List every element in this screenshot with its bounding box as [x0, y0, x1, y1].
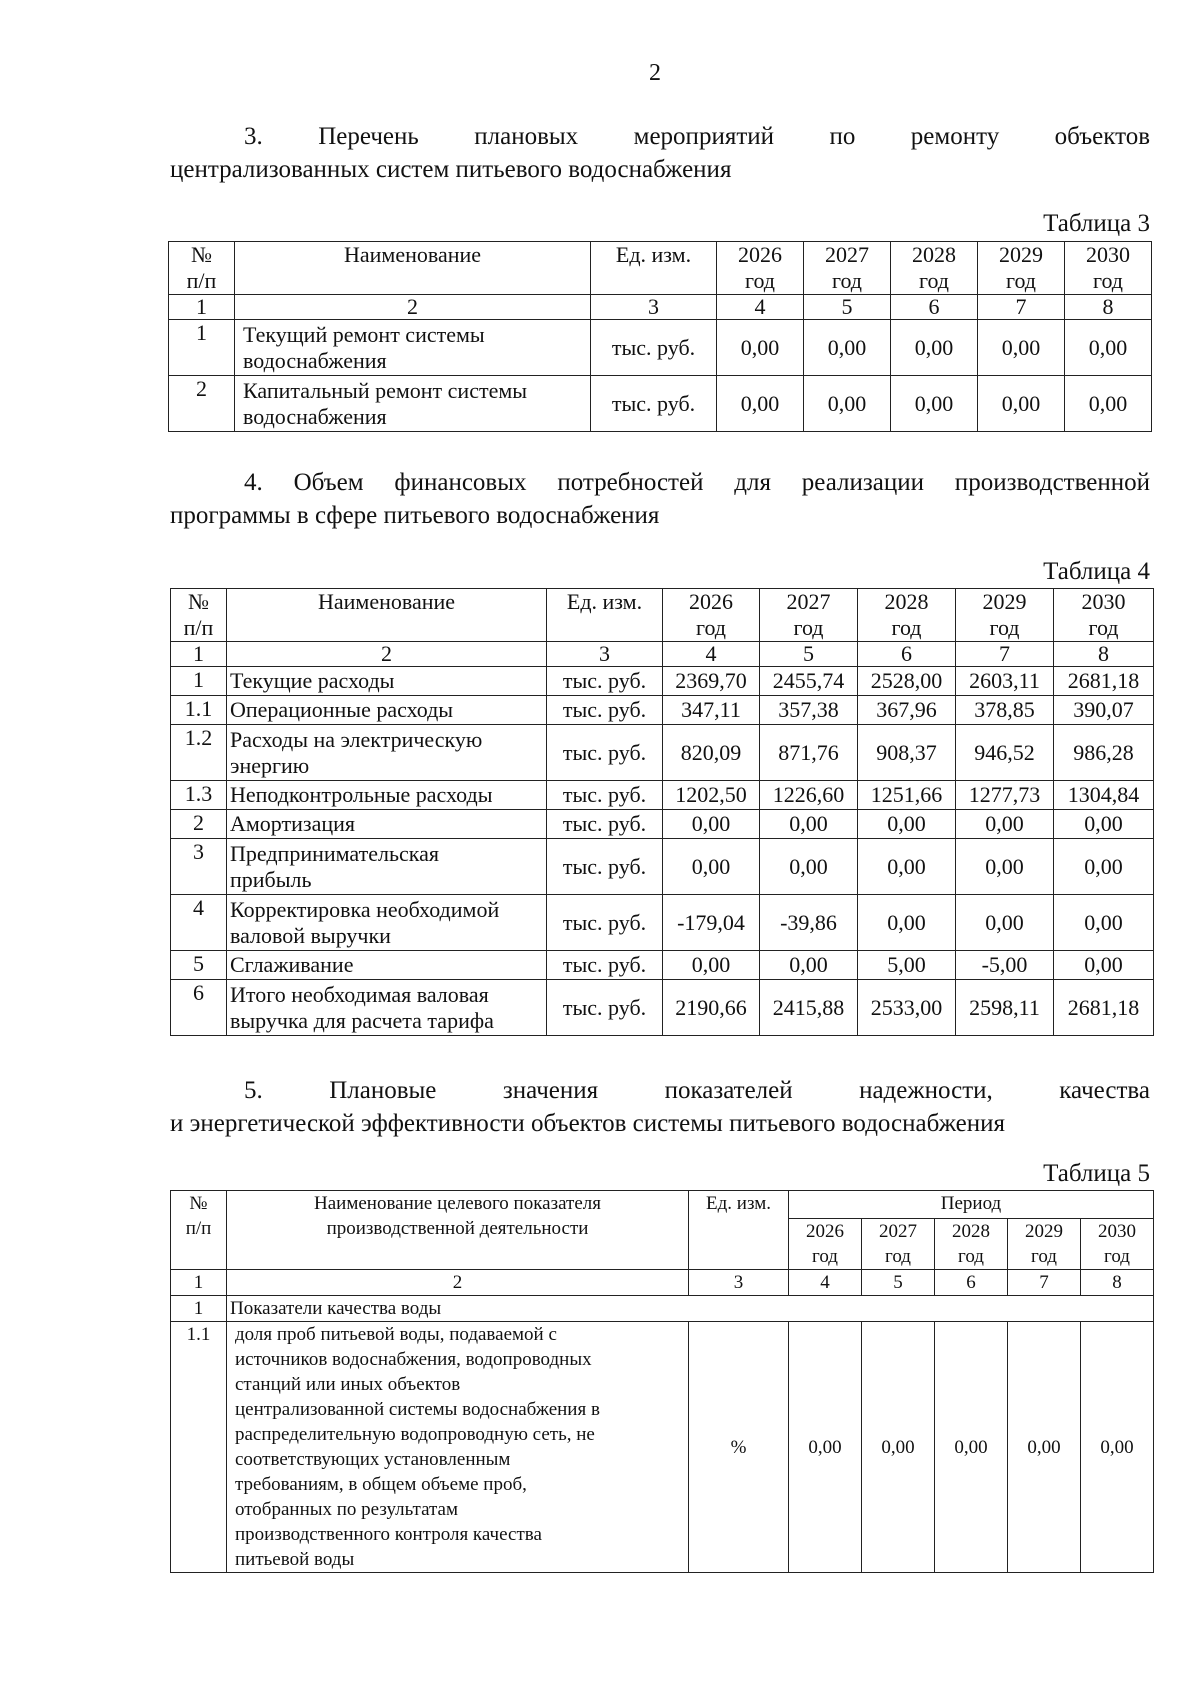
- table-3: [168, 241, 1152, 432]
- page-number: 2: [649, 60, 661, 86]
- col-2028: 2028 год: [891, 242, 978, 295]
- table-5: № п/п Наименование целевого показателя производственной деятельности Ед. изм. Период 2026 год 2027 год 2028 год 2029 год 2030 год 1 2 3 4 5 6 7 8 1 Показатели качества воды 1.1 доля проб питьевой воды, подаваемой с источников водоснабжения, водопроводных станций или иных объектов централизованной системы водоснабжения в распределительную водопроводную сеть, не соответствующих установленным требованиям, в общем объеме проб, отобранных по результатам производственного контроля качества питьевой воды % 0,00 0,00 0,00 0,00 0,00: [170, 1190, 1154, 1573]
- col-name: Наименование: [235, 242, 591, 295]
- period-header: Период: [789, 1191, 1154, 1219]
- section-4-title: 4. Объем финансовых потребностей для реализации производственной программы в сфере питьевого водоснабжения: [170, 469, 1150, 529]
- table-row: 1.1 Операционные расходы тыс. руб. 347,11 357,38 367,96 378,85 390,07: [171, 696, 1154, 725]
- col-2027: 2027 год: [804, 242, 891, 295]
- col-2026: 2026 год: [717, 242, 804, 295]
- table-row: 1.1 доля проб питьевой воды, подаваемой с источников водоснабжения, водопроводных станций или иных объектов централизованной системы водоснабжения в распределительную водопроводную сеть, не соответствующих установленным требованиям, в общем объеме проб, отобранных по результатам производственного контроля качества питьевой воды % 0,00 0,00 0,00 0,00 0,00: [171, 1322, 1154, 1573]
- table-5-header: № п/п Наименование целевого показателя производственной деятельности Ед. изм. Период: [171, 1191, 1154, 1219]
- table-row: 2 Капитальный ремонт системы водоснабжения тыс. руб. 0,00 0,00 0,00 0,00 0,00: [169, 376, 1152, 432]
- table-row: 2 Амортизация тыс. руб. 0,00 0,00 0,00 0,00 0,00: [171, 810, 1154, 839]
- table-row: 1 Текущий ремонт системы водоснабжения тыс. руб. 0,00 0,00 0,00 0,00 0,00: [169, 320, 1152, 376]
- col-2030: 2030 год: [1065, 242, 1152, 295]
- table-group-row: 1 Показатели качества воды: [171, 1296, 1154, 1322]
- table-5-caption: Таблица 5: [1043, 1160, 1150, 1187]
- col-2029: 2029 год: [978, 242, 1065, 295]
- table-row: 1.2 Расходы на электрическую энергию тыс. руб. 820,09 871,76 908,37 946,52 986,28: [171, 725, 1154, 781]
- table-row: 3 Предпринимательская прибыль тыс. руб. 0,00 0,00 0,00 0,00 0,00: [171, 839, 1154, 895]
- table-row: 1.3 Неподконтрольные расходы тыс. руб. 1202,50 1226,60 1251,66 1277,73 1304,84: [171, 781, 1154, 810]
- section-3-title: 3. Перечень плановых мероприятий по ремонту объектов централизованных систем питьевого водоснабжения: [170, 123, 1150, 183]
- table-row: 6 Итого необходимая валовая выручка для расчета тарифа тыс. руб. 2190,66 2415,88 2533,00 2598,11 2681,18: [171, 980, 1154, 1036]
- table-3-header: [169, 242, 1152, 295]
- table-3-column-numbers: 1 2 3 4 5 6 7 8: [169, 295, 1152, 320]
- table-row: 1 Текущие расходы тыс. руб. 2369,70 2455,74 2528,00 2603,11 2681,18: [171, 667, 1154, 696]
- table-5-column-numbers: 1 2 3 4 5 6 7 8: [171, 1270, 1154, 1296]
- section-5-title: 5. Плановые значения показателей надежности, качества и энергетической эффективности объектов системы питьевого водоснабжения: [170, 1077, 1150, 1137]
- col-num: № п/п: [169, 242, 235, 295]
- table-row: 5 Сглаживание тыс. руб. 0,00 0,00 5,00 -5,00 0,00: [171, 951, 1154, 980]
- table-4-column-numbers: 1 2 3 4 5 6 7 8: [171, 642, 1154, 667]
- table-4-header: № п/п Наименование Ед. изм. 2026 год 2027 год 2028 год 2029 год 2030 год: [171, 589, 1154, 642]
- table-4: [170, 588, 1154, 1036]
- table-3-caption: Таблица 3: [1043, 210, 1150, 237]
- col-unit: Ед. изм.: [591, 242, 717, 295]
- table-4-caption: Таблица 4: [1043, 558, 1150, 585]
- table-row: 4 Корректировка необходимой валовой выручки тыс. руб. -179,04 -39,86 0,00 0,00 0,00: [171, 895, 1154, 951]
- indicator-description: доля проб питьевой воды, подаваемой с источников водоснабжения, водопроводных станций или иных объектов централизованной системы водоснабжения в распределительную водопроводную сеть, не соответствующих установленным требованиям, в общем объеме проб, отобранных по результатам производственного контроля качества питьевой воды: [227, 1322, 689, 1573]
